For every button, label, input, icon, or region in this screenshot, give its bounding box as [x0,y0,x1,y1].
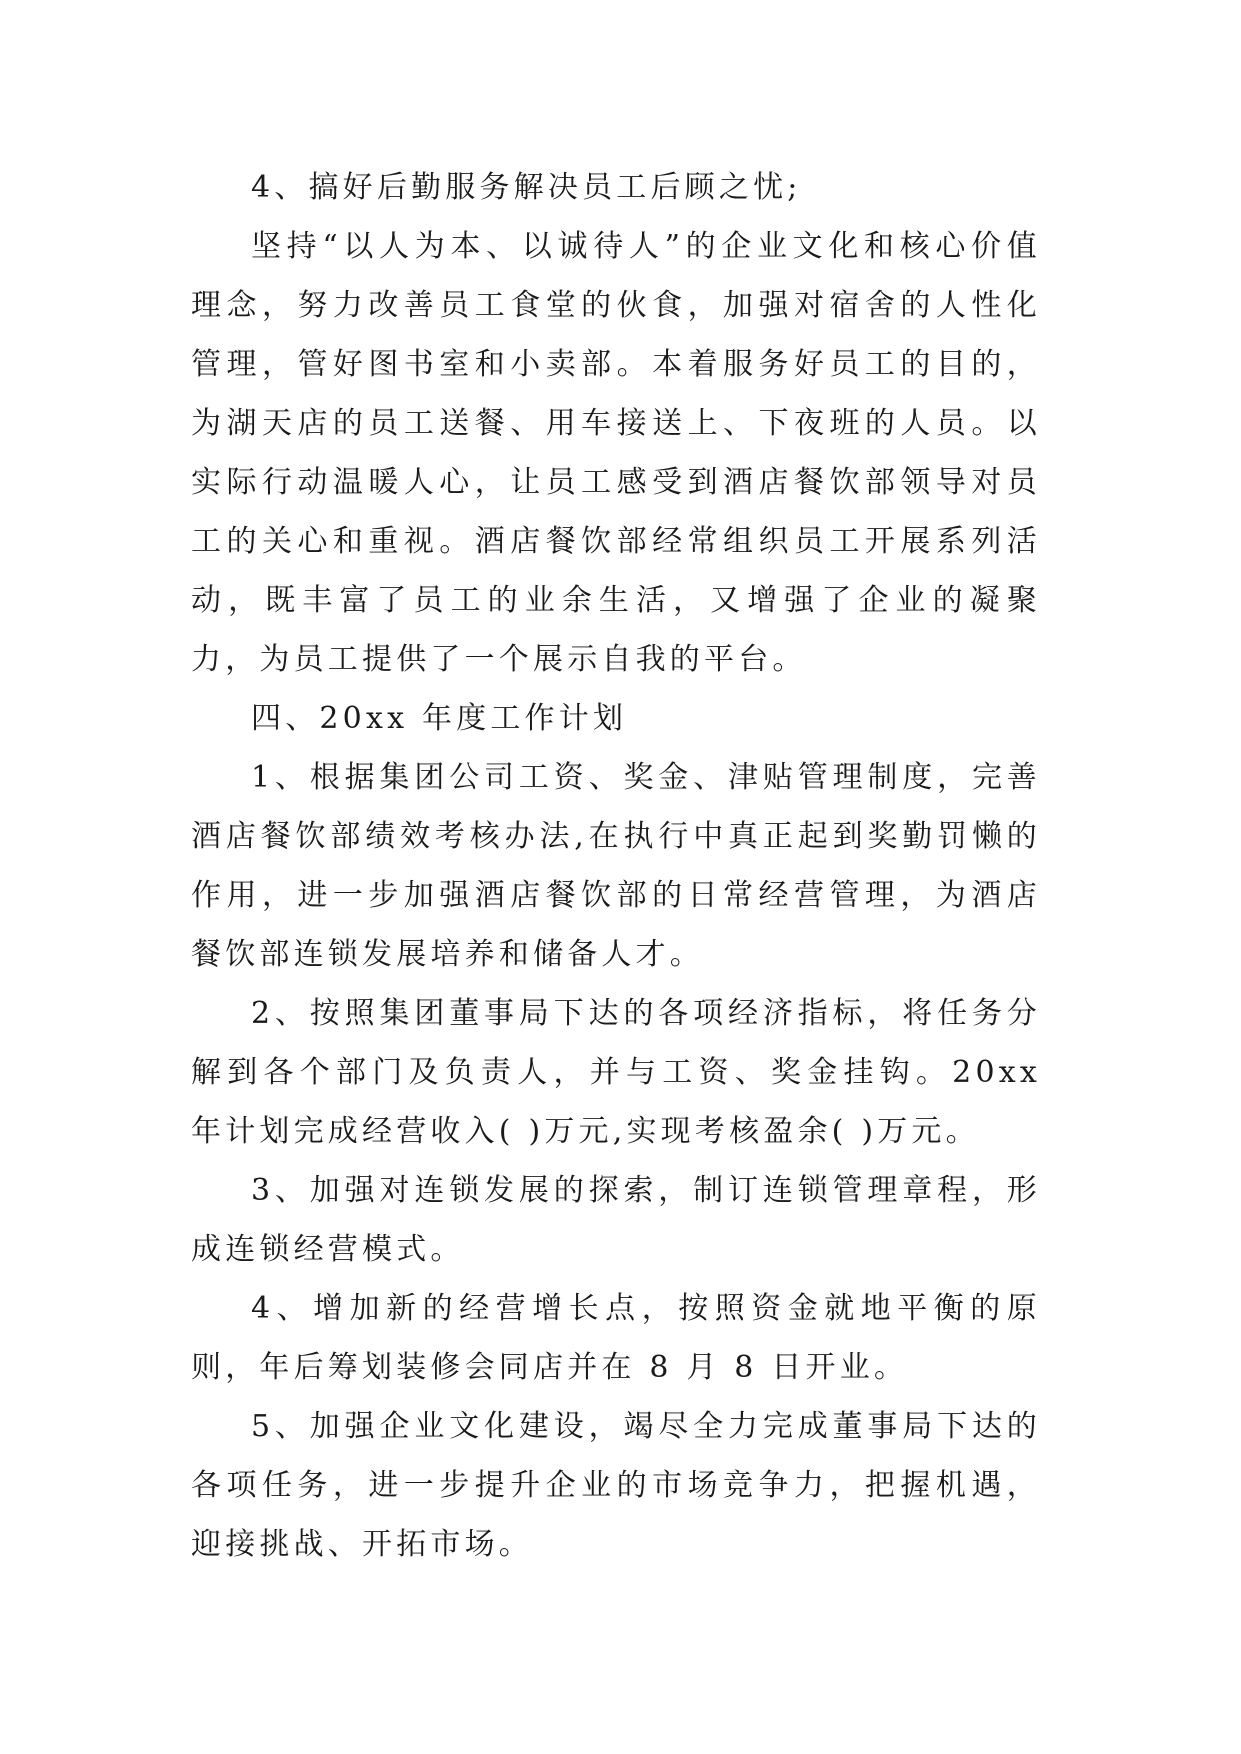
paragraph-plan-item-2: 2、按照集团董事局下达的各项经济指标，将任务分解到各个部门及负责人，并与工资、奖金挂钩。20xx 年计划完成经营收入( )万元,实现考核盈余( )万元。 [191,996,1041,1149]
paragraph-plan-item-4: 4、增加新的经营增长点，按照资金就地平衡的原则，年后筹划装修会同店并在 8 月 8 日开业。 [191,1291,1041,1385]
paragraph-plan-item-1: 1、根据集团公司工资、奖金、津贴管理制度，完善酒店餐饮部绩效考核办法,在执行中真正起到奖勤罚懒的作用，进一步加强酒店餐饮部的日常经营管理，为酒店餐饮部连锁发展培养和储备人才。 [191,760,1041,972]
section-heading-work-plan: 四、20xx 年度工作计划 [251,701,628,736]
paragraph-plan-item-3: 3、加强对连锁发展的探索，制订连锁管理章程，形成连锁经营模式。 [191,1173,1041,1267]
paragraph-logistics-body: 坚持“以人为本、以诚待人”的企业文化和核心价值理念，努力改善员工食堂的伙食，加强对宿舍的人性化管理，管好图书室和小卖部。本着服务好员工的目的，为湖天店的员工送餐、用车接送上、下夜班的人员。以实际行动温暖人心，让员工感受到酒店餐饮部领导对员工的关心和重视。酒店餐饮部经常组织员工开展系列活动，既丰富了员工的业余生活，又增强了企业的凝聚力，为员工提供了一个展示自我的平台。 [191,229,1041,677]
paragraph-plan-item-5: 5、加强企业文化建设，竭尽全力完成董事局下达的各项任务，进一步提升企业的市场竞争力，把握机遇，迎接挑战、开拓市场。 [191,1409,1041,1562]
paragraph-logistics-heading: 4、搞好后勤服务解决员工后顾之忧; [251,170,802,205]
document-body [191,158,1041,1574]
